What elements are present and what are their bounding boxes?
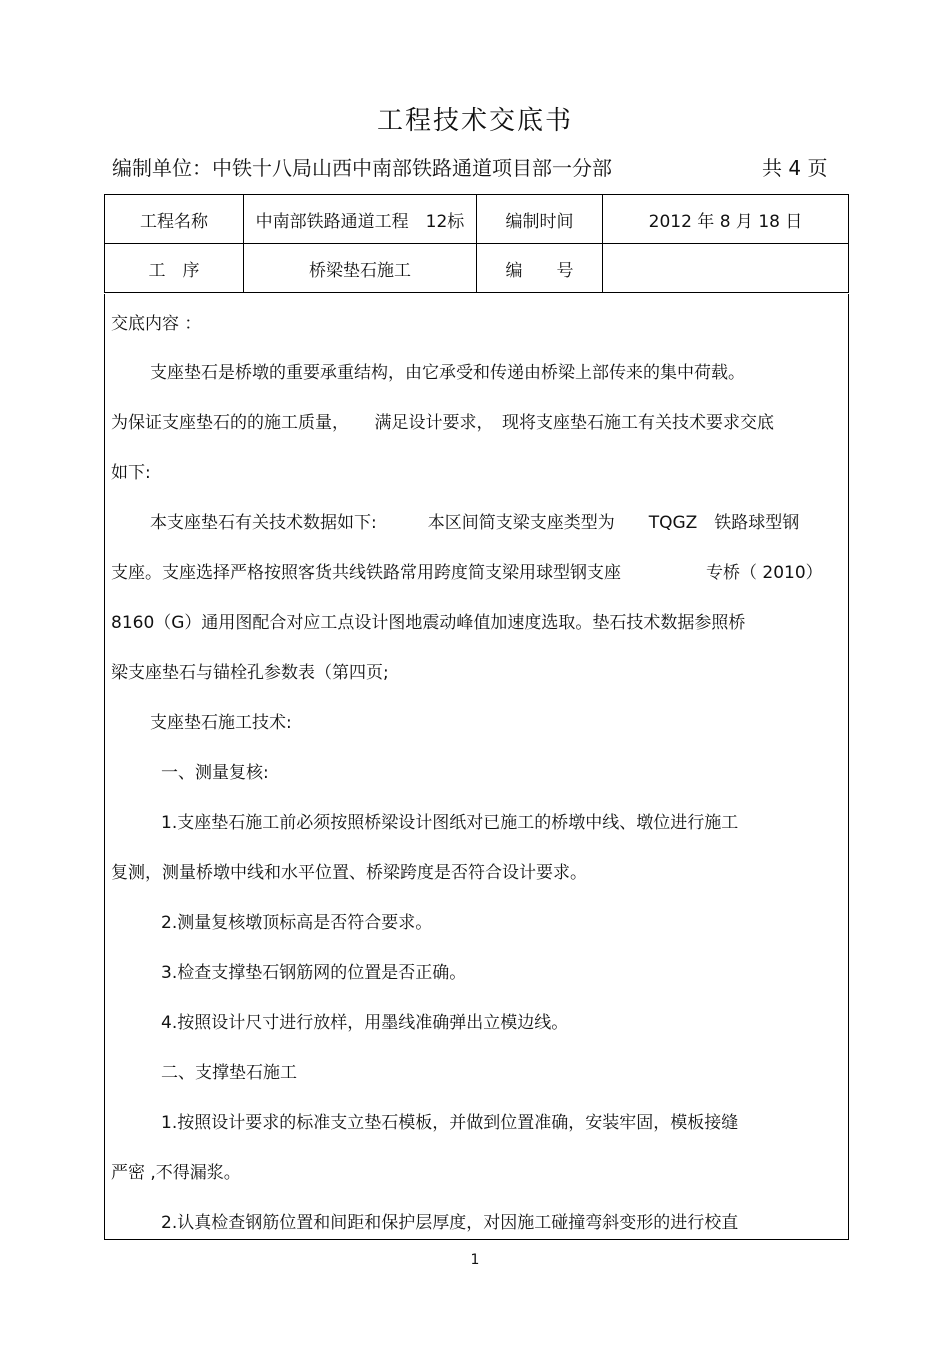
content-line: 支座。支座选择严格按照客货共线铁路常用跨度简支梁用球型钢支座 专桥（ 2010）	[111, 563, 823, 583]
compiling-unit: 编制单位：中铁十八局山西中南部铁路通道项目部一分部	[112, 156, 612, 180]
section-heading: 二、支撑垫石施工	[161, 1063, 297, 1083]
content-section	[104, 294, 849, 1240]
number-value	[603, 244, 849, 293]
compile-date-value: 2012 年 8 月 18 日	[603, 195, 849, 244]
project-name-value: 中南部铁路通道工程 12标	[244, 195, 477, 244]
content-line: 2.认真检查钢筋位置和间距和保护层厚度，对因施工碰撞弯斜变形的进行校直	[161, 1213, 739, 1233]
content-line: 1.支座垫石施工前必须按照桥梁设计图纸对已施工的桥墩中线、墩位进行施工	[161, 813, 739, 833]
document-title: 工程技术交底书	[376, 106, 573, 136]
page-count: 共 4 页	[762, 156, 828, 180]
page-number: 1	[470, 1252, 480, 1268]
content-line: 为保证支座垫石的的施工质量， 满足设计要求， 现将支座垫石施工有关技术要求交底	[111, 413, 774, 433]
section-heading: 一、测量复核:	[161, 763, 269, 783]
header-table	[104, 194, 849, 293]
content-line: 梁支座垫石与锚栓孔参数表（第四页;	[111, 663, 389, 683]
content-line: 支座垫石施工技术:	[150, 713, 292, 733]
header-row-process	[105, 244, 849, 293]
content-line: 本支座垫石有关技术数据如下: 本区间简支梁支座类型为 TQGZ 铁路球型钢	[150, 513, 800, 533]
compile-date-label: 编制时间	[477, 195, 603, 244]
process-value: 桥梁垫石施工	[244, 244, 477, 293]
project-name-label: 工程名称	[105, 195, 244, 244]
content-line: 支座垫石是桥墩的重要承重结构，由它承受和传递由桥梁上部传来的集中荷载。	[150, 363, 745, 383]
content-line: 如下:	[111, 463, 151, 483]
process-label: 工 序	[105, 244, 244, 293]
content-line: 8160（G）通用图配合对应工点设计图地震动峰值加速度选取。垫石技术数据参照桥	[111, 613, 746, 633]
content-heading: 交底内容 ：	[111, 314, 202, 334]
content-line: 复测，测量桥墩中线和水平位置、桥梁跨度是否符合设计要求。	[111, 863, 587, 883]
content-line: 严密 ,不得漏浆。	[111, 1163, 241, 1183]
content-line: 1.按照设计要求的标准支立垫石模板，并做到位置准确，安装牢固，模板接缝	[161, 1113, 739, 1133]
content-line: 4.按照设计尺寸进行放样，用墨线准确弹出立模边线。	[161, 1013, 569, 1033]
number-label: 编 号	[477, 244, 603, 293]
content-line: 3.检查支撑垫石钢筋网的位置是否正确。	[161, 963, 467, 983]
header-row-project	[105, 195, 849, 244]
content-line: 2.测量复核墩顶标高是否符合要求。	[161, 913, 433, 933]
